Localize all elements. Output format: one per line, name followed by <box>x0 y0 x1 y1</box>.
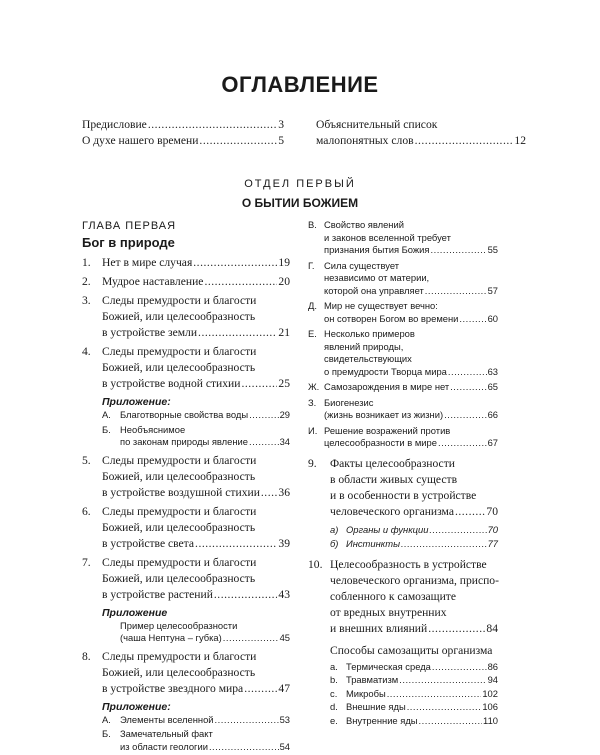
entry-title: Инстинкты <box>346 538 400 549</box>
entry-title: Микробы <box>346 687 386 699</box>
entry-number: 7. <box>82 555 91 569</box>
entry-title-line: Божией, или целесообразность <box>102 361 256 374</box>
entry-number: 2. <box>82 275 91 288</box>
entry-page: 86 <box>487 660 498 672</box>
toc-subentry[interactable] <box>308 300 498 325</box>
entry-title: Элементы вселенной <box>120 713 214 725</box>
entry-title-line: человеческого организма, приспо- <box>330 573 499 587</box>
chapter-label: ГЛАВА ПЕРВАЯ <box>82 220 177 232</box>
entry-title-line: человеческого организма <box>330 504 454 518</box>
entry-title-line: и внешних влияний <box>330 621 428 635</box>
toc-entry[interactable] <box>82 555 290 603</box>
entry-title-line: Следы премудрости и благости <box>102 453 257 467</box>
toc-entry-glossary[interactable] <box>316 117 526 149</box>
entry-title-line: Замечательный факт <box>120 728 213 739</box>
entry-page: 34 <box>279 436 290 447</box>
toc-entry-preface[interactable] <box>82 117 284 133</box>
toc-subentry[interactable] <box>120 620 290 645</box>
entry-number: 10. <box>308 557 323 571</box>
entry-title-line: в устройстве воздушной стихии <box>102 485 260 499</box>
entry-page: 65 <box>487 381 498 392</box>
entry-title: Благотворные свойства воды <box>120 409 249 420</box>
toc-subentry[interactable] <box>308 397 498 422</box>
entry-title-line: (чаша Нептуна – губка) <box>120 632 222 643</box>
appendix-heading: Приложение <box>102 606 168 619</box>
entry-title-line: Следы премудрости и благости <box>102 504 257 518</box>
entry-title-line: от вредных внутренних <box>330 605 447 619</box>
entry-title-line: Божией, или целесообразность <box>102 665 256 679</box>
toc-subentry[interactable] <box>308 701 498 714</box>
entry-title-line: по законам природы явление <box>120 436 248 447</box>
entry-page: 43 <box>278 587 290 601</box>
toc-subentry[interactable] <box>102 714 290 727</box>
page-title: ОГЛАВЛЕНИЕ <box>221 72 379 97</box>
entry-page: 106 <box>482 701 498 712</box>
entry-letter: А. <box>102 713 111 725</box>
toc-subentry[interactable] <box>102 424 290 449</box>
section-title: О БЫТИИ БОЖИЕМ <box>241 196 359 210</box>
entry-title-line: Следы премудрости и благости <box>102 555 257 569</box>
entry-page: 21 <box>278 326 290 339</box>
entry-number: 9. <box>308 456 317 470</box>
entry-title-line: собленного к самозащите <box>330 589 457 603</box>
entry-title-line: Сила существует <box>324 259 400 271</box>
entry-page: 39 <box>278 536 290 550</box>
toc-subentry[interactable] <box>308 524 498 537</box>
entry-page: 70 <box>486 504 498 518</box>
entry-number: 3. <box>82 294 91 307</box>
toc-entry[interactable] <box>308 456 498 520</box>
entry-title-line: независимо от материи, <box>324 272 430 283</box>
toc-subentry[interactable] <box>308 260 498 298</box>
entry-page: 110 <box>483 714 498 726</box>
toc-left-column <box>82 219 290 755</box>
entry-letter: А. <box>102 409 111 420</box>
entry-number: 6. <box>82 504 91 518</box>
entry-page: 94 <box>487 674 498 685</box>
entry-letter: b. <box>330 674 338 685</box>
entry-letter: Д. <box>308 300 317 311</box>
entry-title-line: он сотворен Богом во времени <box>324 312 459 324</box>
entry-page: 77 <box>487 538 498 549</box>
toc-entry[interactable] <box>82 255 290 271</box>
entry-page: 66 <box>487 409 498 420</box>
entry-letter: Ж. <box>308 381 320 392</box>
entry-letter: Е. <box>308 328 317 339</box>
entry-title-line: малопонятных слов <box>316 134 414 147</box>
entry-title: Органы и функции <box>346 523 429 535</box>
chapter-title: Бог в природе <box>82 235 175 250</box>
entry-title: Нет в мире случая <box>102 256 193 269</box>
entry-page: 63 <box>487 365 498 377</box>
entry-title-line: Пример целесообразности <box>120 619 238 631</box>
entry-title-line: в области живых существ <box>330 472 458 486</box>
toc-subentry[interactable] <box>308 381 498 394</box>
entry-title-line: Следы премудрости и благости <box>102 294 257 307</box>
toc-subentry[interactable] <box>308 661 498 674</box>
entry-page: 67 <box>487 437 498 448</box>
entry-page: 47 <box>278 681 290 695</box>
entry-title: О духе нашего времени <box>82 134 199 147</box>
toc-subentry[interactable] <box>308 538 498 551</box>
entry-letter: Г. <box>308 259 315 271</box>
entry-letter: б) <box>330 538 339 549</box>
entry-letter: а) <box>330 523 339 535</box>
entry-title-line: (жизнь возникает из жизни) <box>324 409 444 420</box>
toc-entry[interactable] <box>82 453 290 501</box>
entry-page: 29 <box>279 409 290 420</box>
entry-page: 55 <box>487 244 498 255</box>
entry-page: 57 <box>487 284 498 296</box>
entry-title: Самозарождения в мире нет <box>324 381 450 392</box>
entry-letter: Б. <box>102 423 111 435</box>
entry-number: 4. <box>82 345 91 358</box>
entry-letter: a. <box>330 660 338 672</box>
entry-page: 3 <box>278 118 284 131</box>
toc-entry[interactable] <box>82 504 290 552</box>
entry-letter: Б. <box>102 728 111 739</box>
section-label: ОТДЕЛ ПЕРВЫЙ <box>244 178 356 190</box>
entry-title-line: в устройстве водной стихии <box>102 377 241 390</box>
entry-title-line: о премудрости Творца мира <box>324 365 447 377</box>
entry-letter: c. <box>330 687 338 699</box>
entry-title-line: Мир не существует вечно: <box>324 300 438 311</box>
toc-subentry[interactable] <box>102 409 290 422</box>
toc-subentry[interactable] <box>308 219 498 257</box>
entry-title-line: признания бытия Божия <box>324 244 430 255</box>
toc-entry[interactable] <box>82 344 290 392</box>
entry-title-line: Объяснительный список <box>316 118 438 131</box>
entry-title-line: в устройстве звездного мира <box>102 681 244 695</box>
entry-title-line: Божией, или целесообразность <box>102 520 256 534</box>
entry-title-line: Божией, или целесообразность <box>102 571 256 585</box>
toc-subentry[interactable] <box>308 425 498 450</box>
toc-entry[interactable] <box>308 557 498 637</box>
entry-title: Термическая среда <box>346 660 431 672</box>
toc-right-column <box>308 219 498 728</box>
entry-title-line: в устройстве растений <box>102 587 213 601</box>
entry-number: 8. <box>82 649 91 663</box>
entry-title-line: которой она управляет <box>324 284 424 296</box>
toc-entry[interactable] <box>82 293 290 341</box>
entry-title-line: Следы премудрости и благости <box>102 649 257 663</box>
entry-title-line: и в особенности в устройстве <box>330 488 477 502</box>
toc-subentry[interactable] <box>308 674 498 687</box>
entry-title-line: Факты целесообразности <box>330 456 455 470</box>
toc-subentry[interactable] <box>308 715 498 728</box>
entry-title: Внутренние яды <box>346 714 418 726</box>
entry-letter: e. <box>330 714 338 726</box>
entry-page: 60 <box>487 312 498 324</box>
entry-title-line: Несколько примеров <box>324 328 415 339</box>
entry-title-line: из области геологии <box>120 740 208 752</box>
entry-title: Внешние яды <box>346 701 406 712</box>
toc-entry[interactable] <box>82 649 290 697</box>
toc-subentry[interactable] <box>308 328 498 378</box>
entry-title-line: в устройстве света <box>102 536 195 550</box>
entry-title-line: Следы премудрости и благости <box>102 345 257 358</box>
entry-letter: В. <box>308 219 317 230</box>
entry-title-line: целесообразности в мире <box>324 437 437 448</box>
entry-number: 1. <box>82 256 91 269</box>
entry-page: 70 <box>487 523 498 535</box>
entry-title-line: свидетельствующих <box>324 353 412 364</box>
entry-title-line: явлений природы, <box>324 340 404 352</box>
appendix-heading: Приложение: <box>102 700 171 713</box>
entry-title-line: Решение возражений против <box>324 424 451 436</box>
toc-entry-spirit-of-time[interactable] <box>82 133 284 149</box>
entry-title-line: Необъяснимое <box>120 423 186 435</box>
entry-page: 36 <box>278 485 290 499</box>
entry-title-line: и законов вселенной требует <box>324 231 451 243</box>
entry-title-line: Божией, или целесообразность <box>102 310 256 323</box>
entry-title-line: Божией, или целесообразность <box>102 469 256 483</box>
toc-subentry[interactable] <box>102 728 290 753</box>
entry-page: 53 <box>279 713 290 725</box>
entry-page: 84 <box>486 621 498 635</box>
entry-title-line: Целесообразность в устройстве <box>330 557 487 571</box>
entry-title-line: Биогенезис <box>324 396 374 408</box>
entry-page: 54 <box>279 740 290 752</box>
subsection-heading: Способы самозащиты организма <box>330 643 493 657</box>
entry-letter: И. <box>308 424 318 436</box>
toc-entry[interactable] <box>82 274 290 290</box>
appendix-heading: Приложение: <box>102 396 171 408</box>
entry-page: 102 <box>482 687 498 699</box>
entry-title: Травматизм <box>346 674 399 685</box>
entry-letter: d. <box>330 701 338 712</box>
toc-subentry[interactable] <box>308 688 498 701</box>
entry-page: 20 <box>278 275 290 288</box>
entry-letter: З. <box>308 396 317 408</box>
entry-title: Предисловие <box>82 118 147 131</box>
entry-page: 25 <box>278 377 290 390</box>
entry-title-line: Свойство явлений <box>324 219 404 230</box>
entry-page: 45 <box>279 632 290 643</box>
entry-page: 19 <box>278 256 290 269</box>
entry-title: Мудрое наставление <box>102 275 204 288</box>
front-matter-list <box>82 117 284 149</box>
entry-number: 5. <box>82 453 91 467</box>
entry-page: 12 <box>514 134 526 147</box>
entry-page: 5 <box>278 134 284 147</box>
entry-title-line: в устройстве земли <box>102 326 198 339</box>
